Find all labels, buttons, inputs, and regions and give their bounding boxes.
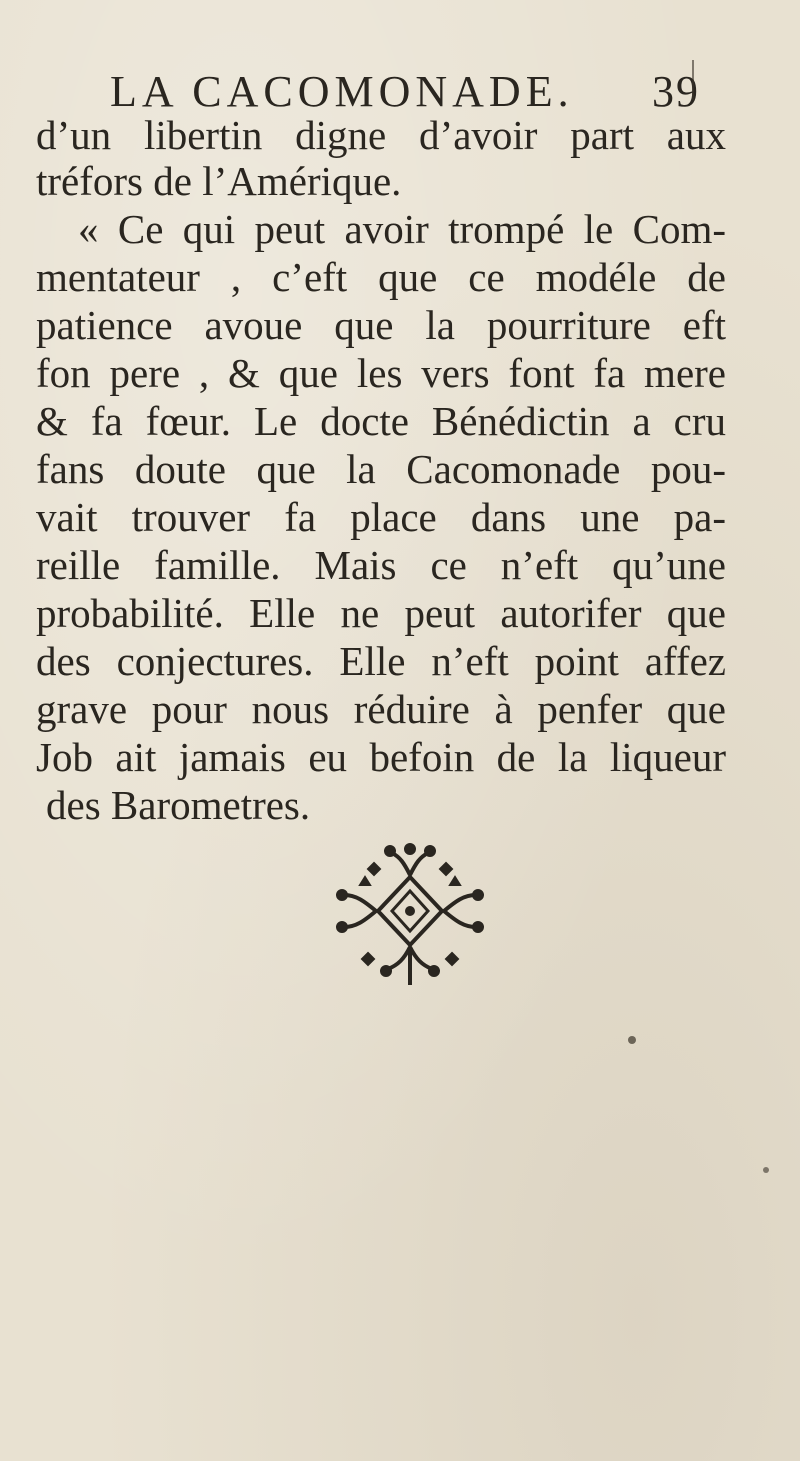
text-line: probabilité. Elle ne peut autorifer que (36, 590, 726, 636)
text-line: mentateur , c’eft que ce modéle de (36, 254, 726, 300)
text-line: « Ce qui peut avoir trompé le Com- (78, 206, 726, 252)
text-line: patience avoue que la pourriture eft (36, 302, 726, 348)
text-line: fans doute que la Cacomonade pou- (36, 446, 726, 492)
text-line: tréfors de l’Amérique. (36, 158, 402, 204)
text-line: fon pere , & que les vers font fa mere (36, 350, 726, 396)
text-line: Job ait jamais eu befoin de la liqueur (36, 734, 726, 780)
running-header (110, 66, 700, 117)
text-line: vait trouver fa place dans une pa- (36, 494, 726, 540)
text-line: des conjectures. Elle n’eft point affez (36, 638, 726, 684)
text-line: & fa fœur. Le docte Bénédictin a cru (36, 398, 726, 444)
text-line: reille famille. Mais ce n’eft qu’une (36, 542, 726, 588)
fleuron-ornament-icon (330, 835, 490, 995)
page-number: 39 (652, 67, 700, 116)
running-title: LA CACOMONADE. (110, 67, 574, 116)
text-line: des Barometres. (46, 782, 311, 828)
text-line: d’un libertin digne d’avoir part aux (36, 112, 726, 158)
text-line: grave pour nous réduire à penfer que (36, 686, 726, 732)
